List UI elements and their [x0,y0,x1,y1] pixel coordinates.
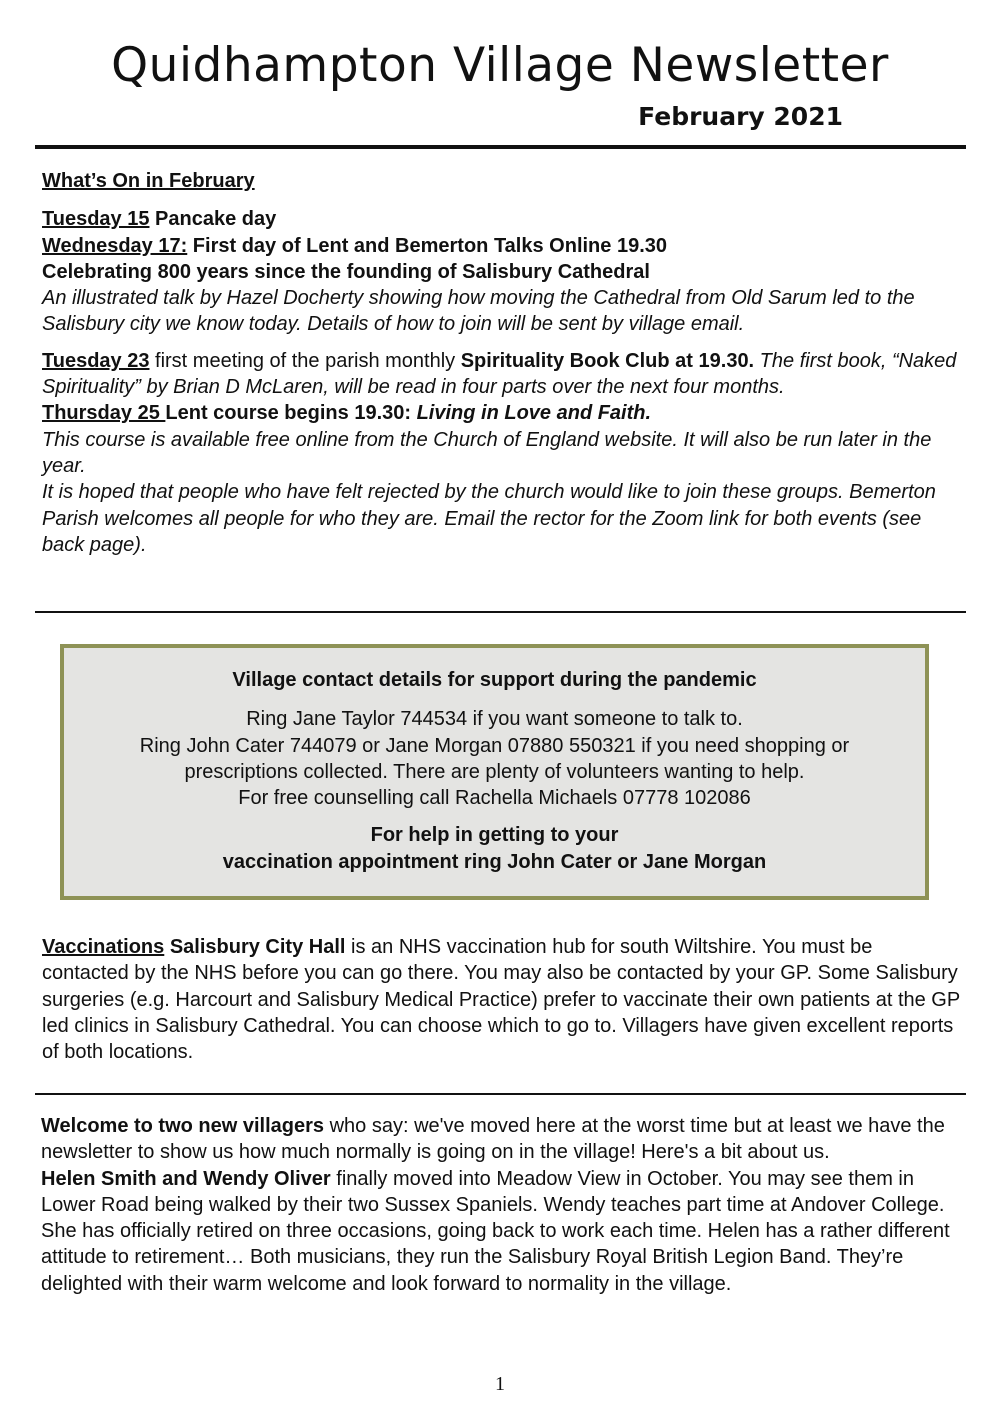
lent-date: Wednesday 17: [42,234,188,257]
vaccination-help-line: For help in getting to your [370,824,619,847]
welcome-lead-text: who say: we've moved here at the worst time but at least we have the newsletter to show us how much normally is going on in the village! Here's a bit about us. [41,1115,945,1164]
support-line: Ring John Cater 744079 or Jane Morgan 07880 550321 if you need shopping or [139,734,850,757]
support-contacts [64,706,925,811]
header-divider [35,145,966,149]
talk-description: An illustrated talk by Hazel Docherty showing how moving the Cathedral from Old Sarum led to the Salisbury city we know today. Details of how to join will be sent by village email. [42,287,915,336]
book-club-entry [42,348,960,401]
vaccinations-text: is an NHS vaccination hub for south Wiltshire. You must be contacted by the NHS before you can go there. You may also be contacted by your GP. Some Salisbury surgeries (e.g. Harcourt and Salisbury Medical Practice) prefer to vaccinate their own patients at the GP led clinics in Salisbury Cathedral. You can choose which to go to. Villagers have given excellent reports of both locations. [42,936,960,1064]
section-divider [35,611,966,613]
newsletter-date: February 2021 [638,102,843,131]
vaccinations-section [42,934,960,1065]
support-box [60,644,929,900]
lent-course-date: Thursday 25 [42,402,166,425]
book-club-date: Tuesday 23 [42,349,150,372]
lent-course-title: Living in Love and Faith. [416,402,652,425]
lent-course-entry [42,400,960,426]
lent-text: First day of Lent and Bemerton Talks Online 19.30 [187,234,667,257]
groups-description: It is hoped that people who have felt rejected by the church would like to join these groups. Bemerton Parish welcomes all people for who they are. Email the rector for the Zoom link for both events (see back page). [42,481,936,556]
lent-course-description: This course is available free online from the Church of England website. It will also be run later in the year. [42,428,932,477]
welcome-names: Helen Smith and Wendy Oliver [41,1167,331,1190]
section-divider [35,1093,966,1095]
book-club-text: first meeting of the parish monthly [149,349,461,372]
pancake-entry [42,206,960,232]
support-line: prescriptions collected. There are plenty of volunteers wanting to help. [184,760,805,783]
lent-entry [42,233,960,259]
page-number: 1 [495,1373,505,1395]
newsletter-title: Quidhampton Village Newsletter [111,38,889,93]
vaccination-help-line: vaccination appointment ring John Cater or Jane Morgan [222,850,767,873]
welcome-lead: Welcome to two new villagers [41,1115,325,1137]
welcome-section [41,1113,961,1297]
celebrating-heading: Celebrating 800 years since the founding of Salisbury Cathedral [42,260,650,283]
support-line: For free counselling call Rachella Michaels 07778 102086 [238,787,751,810]
lent-course-text: Lent course begins 19.30: [165,402,417,425]
pancake-date: Tuesday 15 [42,208,150,231]
support-line: Ring Jane Taylor 744534 if you want someone to talk to. [246,708,743,731]
whats-on-heading: What’s On in February [42,170,255,192]
support-heading: Village contact details for support during the pandemic [232,669,757,691]
vaccinations-label: Vaccinations [42,936,165,958]
pancake-text: Pancake day [149,208,277,231]
vaccination-help [64,822,925,875]
whats-on-section [42,168,960,558]
welcome-bio: finally moved into Meadow View in October. You may see them in Lower Road being walked by their two Sussex Spaniels. Wendy teaches part time at Andover College. She has officially retired on three occasions, going back to work each time. Helen has a rather different attitude to retirement… Both musicians, they run the Salisbury Royal British Legion Band. They’re delighted with their warm welcome and look forward to normality in the village. [41,1167,950,1295]
book-club-title: Spirituality Book Club at 19.30. [460,349,755,372]
book-club-description: The first book, “Naked Spirituality” by Brian D McLaren, will be read in four parts over the next four months. [42,349,957,399]
vaccinations-venue: Salisbury City Hall [164,936,346,958]
